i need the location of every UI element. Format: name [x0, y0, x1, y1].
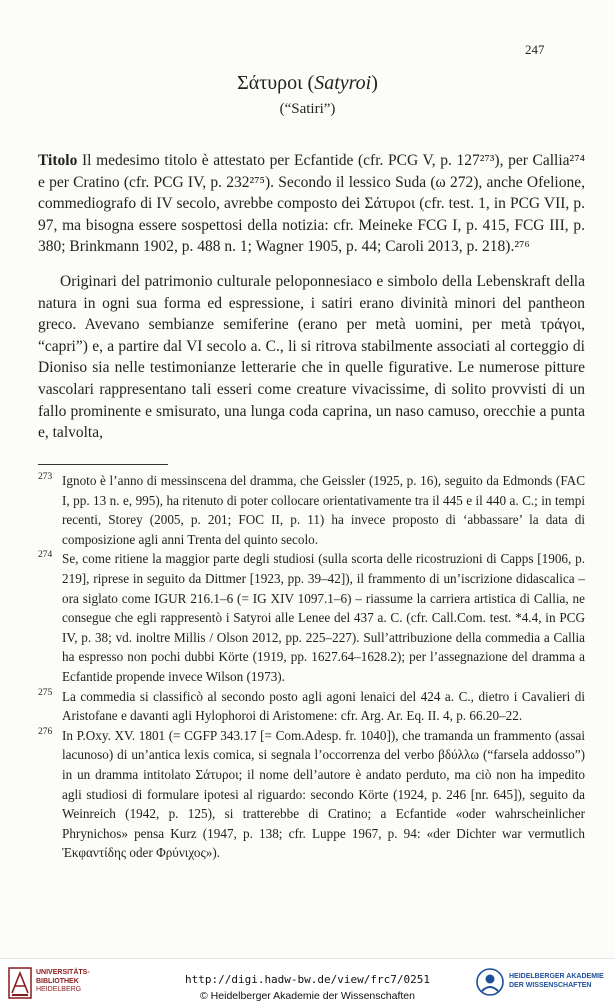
bleed-through-text: [180, 40, 380, 54]
footnote-number: 274: [38, 550, 53, 561]
title-latin: Satyroi: [314, 72, 372, 94]
permalink-url[interactable]: http://digi.hadw-bw.de/view/frc7/0251: [184, 973, 431, 986]
library-name-line: UNIVERSITÄTS-: [36, 969, 90, 976]
paragraph-titolo: [38, 150, 585, 258]
footnote-number: 275: [38, 687, 53, 698]
footnote: [38, 726, 585, 863]
paragraph-satiri: Originari del patrimonio culturale peloponnesiaco e simbolo della Lebenskraft della natura in ogni sua forma ed espressione, i satiri erano divinità minori del pantheon greco. Avevano sembianze semiferine (erano per metà uomini, per metà τράγοι, “capri”) e, a partire dal VI secolo a. C., li si ritrova stabilmente associati al corteggio di Dioniso sia nelle testimonianze letterarie che in quelle figurative. Le numerose pitture vascolari rappresentano tali esseri come creature vivacissime, di solito provvisti di un fallo prominente e smisurato, una lunga coda caprina, un naso camuso, orecchie a punta e, talvolta,: [38, 273, 585, 442]
footnote-number: 276: [38, 726, 53, 737]
footnote-text: In P.Oxy. XV. 1801 (= CGFP 343.17 [= Com.Adesp. fr. 1040]), che tramanda un frammento (assai lacunoso) di un’antica lexis comica, si segnala l’occorrenza del verbo βδύλλω (“farsela addosso”) in un dramma intitolato Σάτυροι; il nome dell’autore è andato perduto, ma ciò non ha impedito agli studiosi di formulare ipotesi al riguardo: secondo Körte (1924, p. 246 [nr. 645]), seguito da Weinreich (1942, p. 125), si tratterebbe di Cratino; a Ecfantide «oder wahrscheinlicher Phrynichos» pensa Kurz (1947, p. 138; cfr. Luppe 1967, p. 94: «der Dichter war vermutlich Ἐκφαντίδης oder Φρύνιχος»).: [62, 727, 585, 861]
page-title: Σάτυροι (Satyroi): [237, 72, 378, 94]
footnote-text: Se, come ritiene la maggior parte degli studiosi (sulla scorta delle ricostruzioni di Capps [1906, p. 219], riprese in seguito da Dittmer [1923, pp. 39–42]), il frammento di un’iscrizione didascalica – ora siglato come IGUR 216.1–6 (= IG XIV 1097.1–6) – riassume la carriera artistica di Callia, ne consegue che egli rappresentò i Satyroi alle Lenee del 437 a. C. (cfr. Call.Com. test. *4.4, in PCG IV, p. 38; vd. inoltre Millis / Olson 2012, pp. 225–227). Sull’attribuzione della commedia a Callia ha espresso non pochi dubbi Körte (1919, pp. 1627.64–1628.2); per l’assegnazione del dramma a Ecfantide propende invece Wilson (1973).: [62, 551, 585, 684]
footnote-divider: [38, 464, 168, 465]
page-number: 247: [525, 42, 545, 57]
footnote-number: 273: [38, 472, 53, 482]
page-subtitle: (“Satiri”): [279, 101, 336, 117]
academy-name-line: DER WISSENSCHAFTEN: [509, 982, 592, 989]
viewer-footer: [0, 958, 615, 1006]
copyright-notice: © Heidelberger Akademie der Wissenschaften: [200, 990, 415, 1002]
footnote: [38, 549, 585, 686]
footnotes: [38, 471, 585, 863]
library-name-line: BIBLIOTHEK: [36, 977, 79, 985]
footnote-text: Ignoto è l’anno di messinscena del dramma, che Geissler (1925, p. 16), seguito da Edmonds (FAC I, pp. 13 n. e, 995), ha ritenuto di poter collocare orientativamente tra il 445 e il 440 a. C.; in tempi recenti, Storey (2005, p. 201; FOC II, p. 11) ha invece proposto di ‘abbassare’ la data di composizione agli anni Trenta del quinto secolo.: [62, 473, 585, 547]
title-greek: Σάτυροι: [237, 72, 303, 94]
academy-name-line: HEIDELBERGER AKADEMIE: [509, 973, 604, 980]
paragraph-text: Il medesimo titolo è attestato per Ecfantide (cfr. PCG V, p. 127²⁷³), per Callia²⁷⁴ e per Cratino (cfr. PCG IV, p. 232²⁷⁵). Secondo il lessico Suda (ω 272), anche Ofelione, commediografo di IV secolo, avrebbe composto dei Σάτυροι (cfr. test. 1, in PCG VII, p. 97, ma bisogna essere sospettosi della notizia: cfr. Meineke FCG I, p. 415, FCG III, p. 380; Brinkmann 1902, p. 488 n. 1; Wagner 1905, p. 44; Caroli 2013, p. 218).²⁷⁶: [38, 152, 585, 256]
footnote: [38, 471, 585, 549]
paragraph-lead: Titolo: [38, 152, 78, 169]
footnote: [38, 687, 585, 726]
academy-name[interactable]: [509, 972, 604, 990]
academy-logo-icon[interactable]: [476, 967, 504, 997]
library-name-line: HEIDELBERG: [36, 986, 82, 993]
footnote-text: La commedia si classificò al secondo posto agli agoni lenaici del 424 a. C., dietro i Cavalieri di Aristofane e davanti agli Hylophoroi di Aristomene: cfr. Arg. Ar. Eq. II. 4, p. 66.20–22.: [62, 688, 585, 724]
